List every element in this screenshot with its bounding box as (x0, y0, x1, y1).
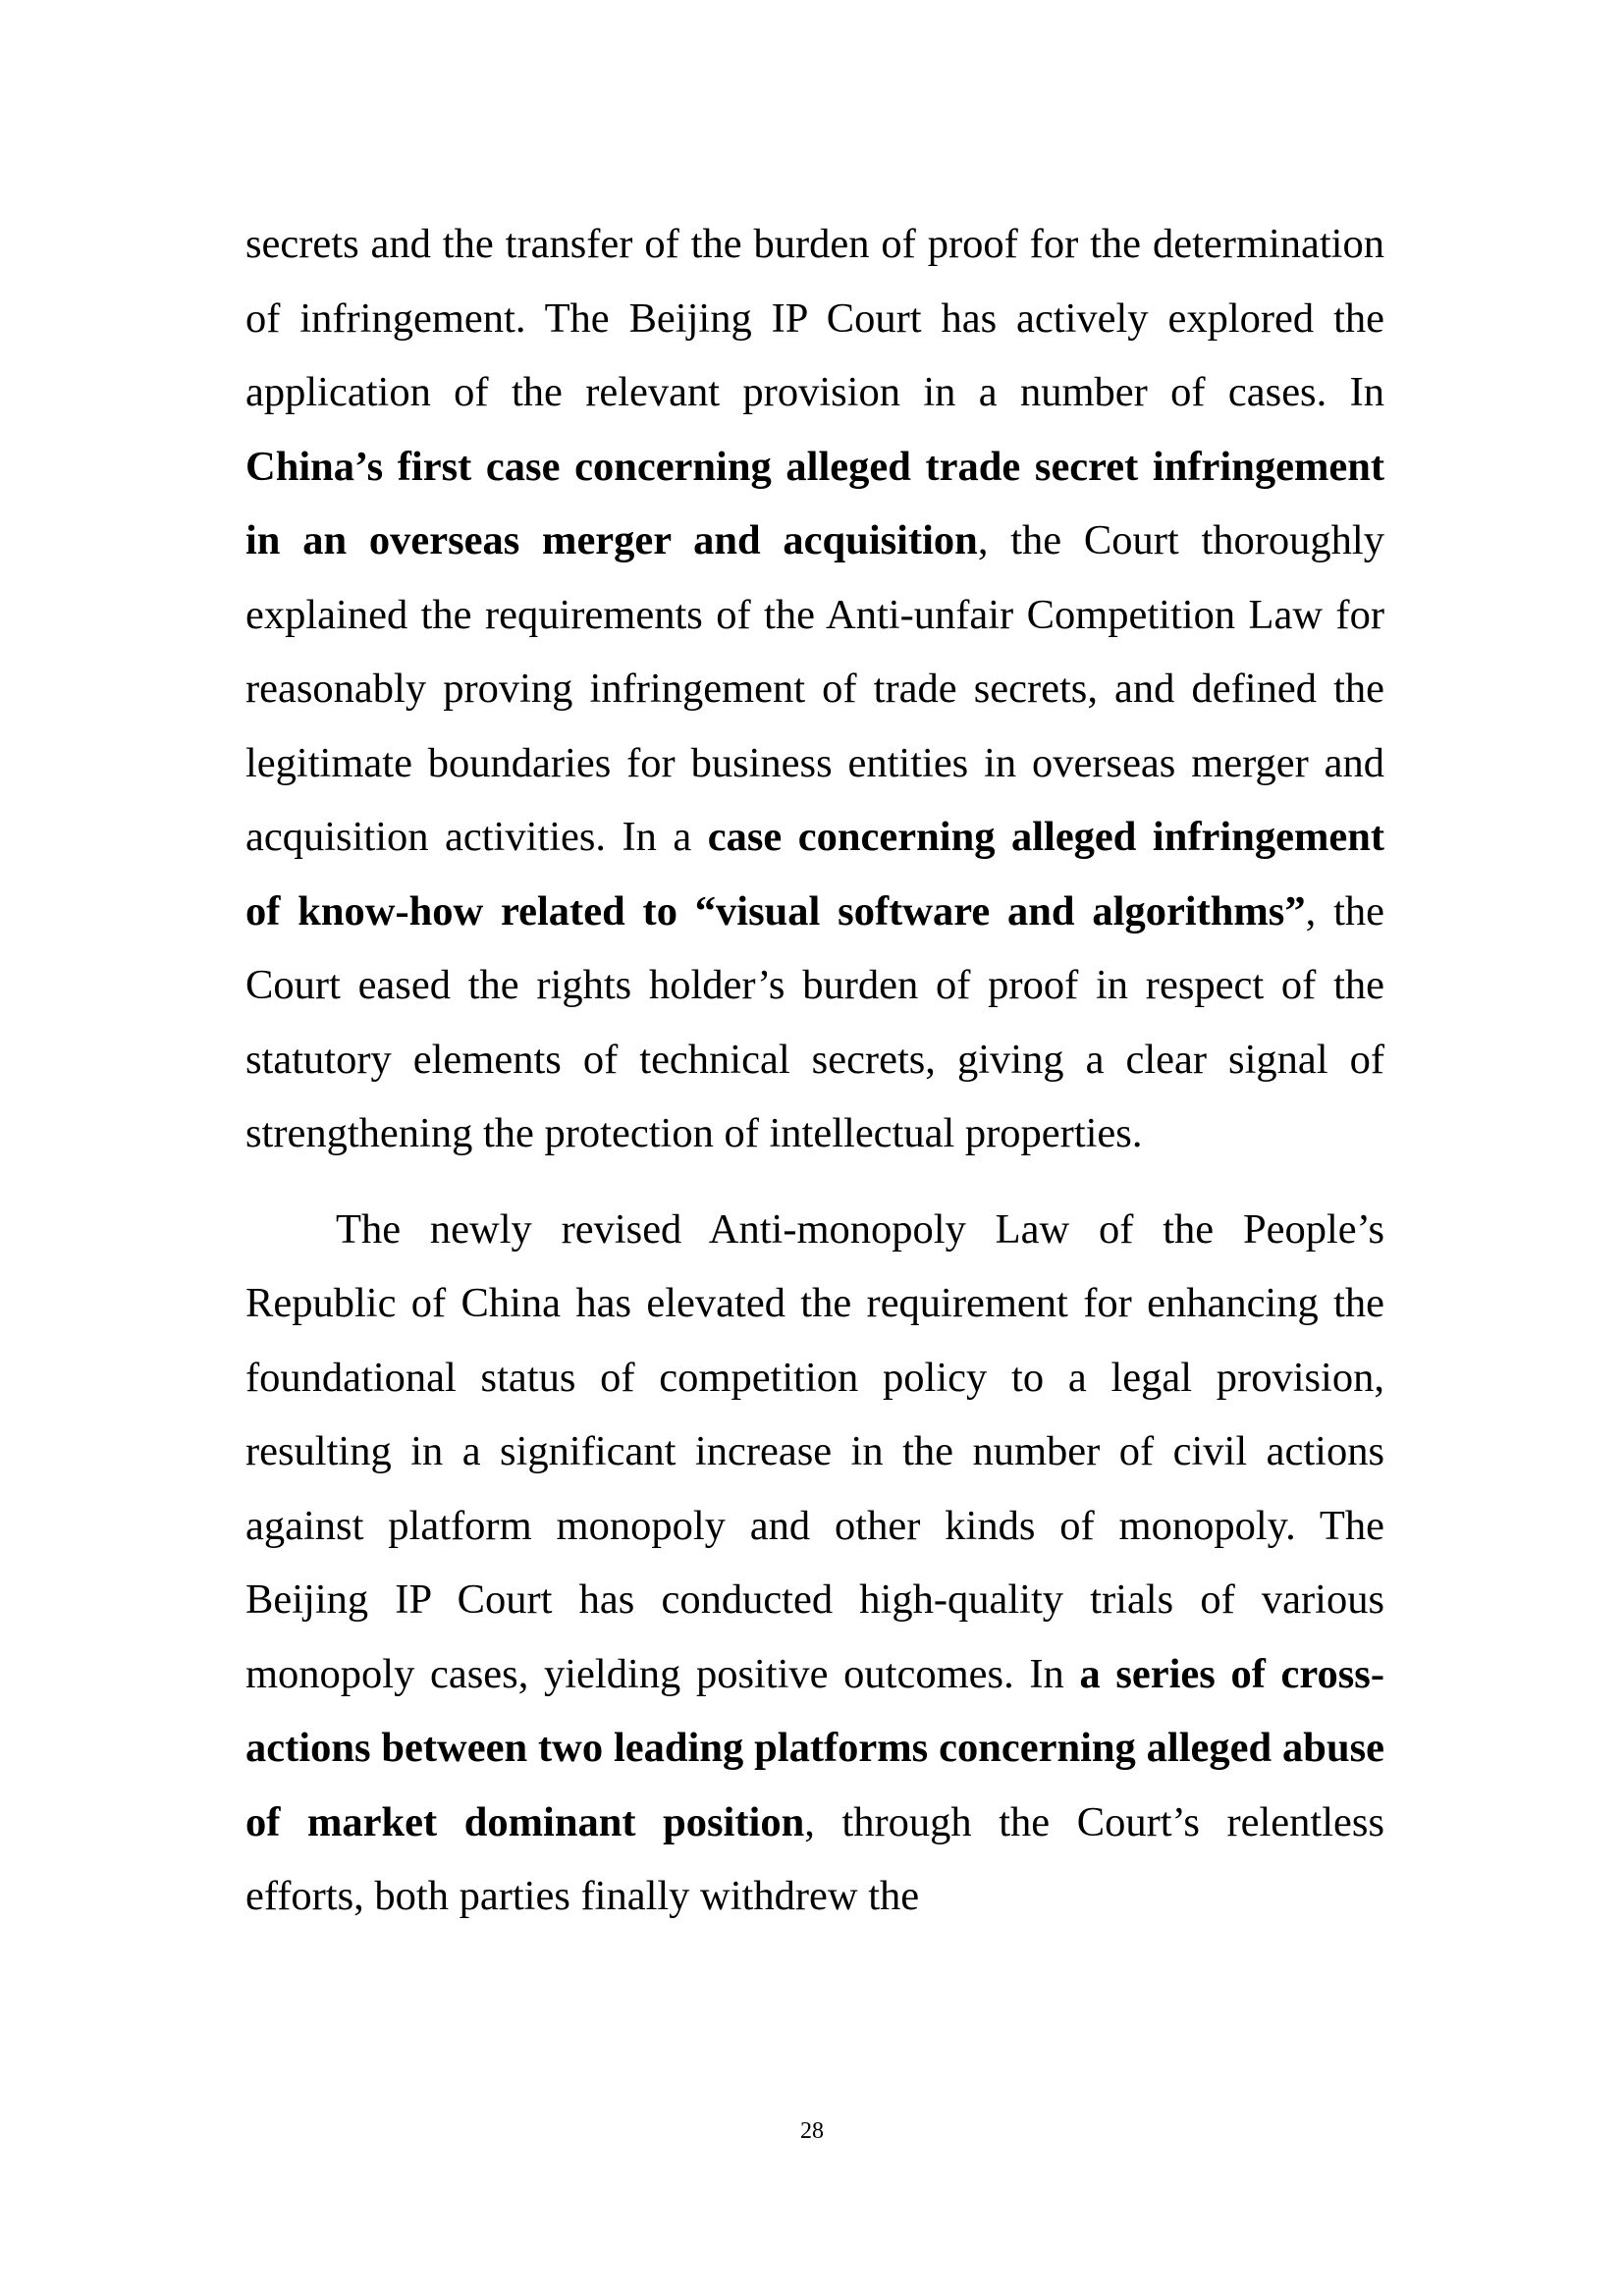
p1-bold-case-title-1: China’s first case concerning alleged trade secret infringement in an overseas merger and acquisition (245, 443, 1384, 563)
p1-segment-5: , the Court eased the rights holder’s burden of proof in respect of the statutory elements of technical secrets, giving a clear signal of strengthening the protection of intellectual properties. (245, 887, 1384, 1156)
p2-segment-3: , through the Court’s relentless efforts, both parties finally withdrew the (245, 1798, 1384, 1919)
page-number: 28 (800, 2118, 824, 2144)
p2-bold-case-title: a series of cross-actions between two leading platforms concerning alleged abuse of market dominant position (245, 1650, 1385, 1845)
body-text (245, 207, 1384, 1934)
p2-segment-1: The newly revised Anti-monopoly Law of the People’s Republic of China has elevated the requirement for enhancing the foundational status of competition policy to a legal provision, resulting in a significant increase in the number of civil actions against platform monopoly and other kinds of monopoly. The Beijing IP Court has conducted high-quality trials of various monopoly cases, yielding positive outcomes. In (245, 1205, 1384, 1697)
p1-segment-3: , the Court thoroughly explained the requirements of the Anti-unfair Competition Law for reasonably proving infringement of trade secrets, and defined the legitimate boundaries for business entities in overseas merger and acquisition activities. In a (245, 517, 1384, 860)
paragraph-2 (245, 1193, 1384, 1934)
paragraph-1 (245, 207, 1384, 1171)
p1-bold-case-title-2: case concerning alleged infringement of know-how related to “visual software and algorithms” (245, 814, 1384, 934)
p1-segment-1: secrets and the transfer of the burden of proof for the determination of infringement. The Beijing IP Court has actively explored the application of the relevant provision in a number of cases. In (245, 221, 1384, 415)
